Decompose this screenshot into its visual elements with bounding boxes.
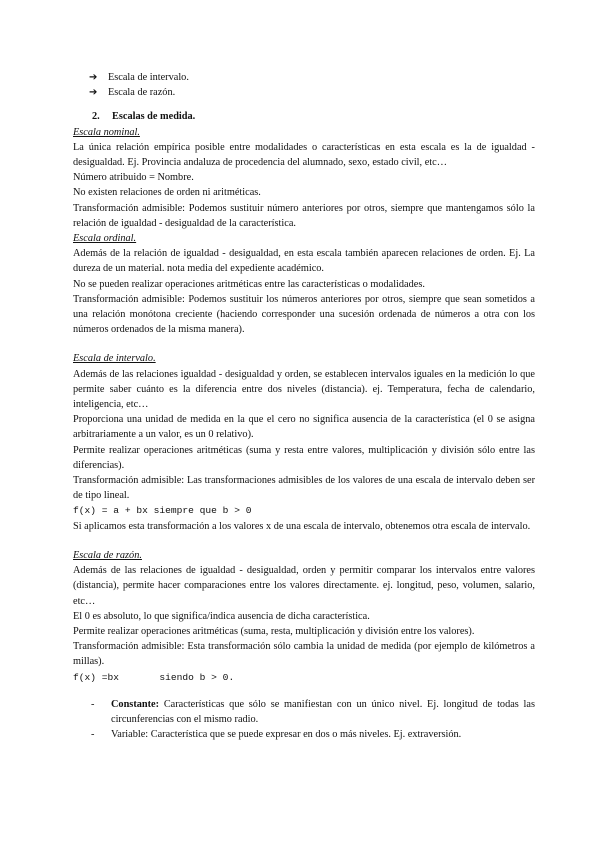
interval-p4: Transformación admisible: Las transformaciones admisibles de los valores de una escala de intervalo deben ser de tipo lineal. [73,475,535,502]
intro-list [89,70,535,100]
ratio-p2: El 0 es absoluto, lo que significa/indica ausencia de dicha característica. [73,610,370,622]
ratio-p4: Transformación admisible: Esta transformación sólo cambia la unidad de medida (por ejemplo de kilómetros a millas). [73,641,535,668]
interval-p3: Permite realizar operaciones aritméticas (suma y resta entre valores, multiplicación y división sólo entre las diferencias). [73,444,535,471]
nominal-p2: Número atribuido = Nombre. [73,172,194,184]
section-heading [73,109,535,124]
definition-text: Variable: Característica que se puede expresar en dos o más niveles. Ej. extraversión. [111,729,462,741]
interval-p1: Además de las relaciones igualdad - desigualdad y orden, se establecen intervalos iguales en la medición lo que permite saber cuánto es la diferencia entre dos niveles (distancia). ej. Temperatura, fecha de calendario, inteligencia, etc… [73,368,535,411]
list-item-text: Escala de razón. [108,87,176,99]
spacer [73,337,535,351]
list-item-text: Escala de intervalo. [108,72,189,83]
arrow-icon: ➔ [89,72,98,83]
dash-bullet: - [91,729,95,741]
ratio-title: Escala de razón. [73,549,142,561]
ordinal-p1: Además de la relación de igualdad - desigualdad, en esta escala también aparecen relaciones de orden. Ej. La dureza de un material. nota media del expediente académico. [73,248,535,275]
ratio-p3: Permite realizar operaciones aritméticas (suma, resta, multiplicación y división entre los valores). [73,625,475,637]
list-item [89,70,535,85]
interval-formula: f(x) = a + bx siempre que b > 0 [73,505,252,517]
nominal-p3: No existen relaciones de orden ni aritméticas. [73,187,261,199]
definitions-list [91,697,535,743]
arrow-icon: ➔ [89,87,98,99]
nominal-p4: Transformación admisible: Podemos sustituir número anteriores por otros, siempre que mantengamos sólo la relación de igualdad - desigualdad de la característica. [73,202,535,229]
document-page [73,70,535,742]
ordinal-title: Escala ordinal. [73,233,137,245]
ordinal-scale-block [73,231,535,337]
definition-term: Constante: [111,698,160,710]
nominal-p1: La única relación empírica posible entre modalidades o características en esta escala es la de igualdad - desigualdad. Ej. Provincia andaluza de procedencia del alumnado, sexo, estado civil, etc… [73,141,535,169]
list-item [91,697,535,727]
ratio-formula: f(x) =bx siendo b > 0. [73,671,235,683]
list-item [91,727,535,742]
interval-p2: Proporciona una unidad de medida en la que el cero no significa ausencia de la característica (el 0 se asigna arbitrariamente a un valor, es un 0 relativo). [73,414,535,441]
section-number: 2. [92,111,100,123]
spacer [73,534,535,548]
nominal-scale-block [73,125,535,231]
definition-text: Características que sólo se manifiestan con un único nivel. Ej. longitud de todas las circunferencias con el mismo radio. [111,698,535,725]
ordinal-p2: No se pueden realizar operaciones aritméticas entre las características o modalidades. [73,278,425,290]
section-title: Escalas de medida. [112,111,196,123]
interval-title: Escala de intervalo. [73,353,156,365]
ratio-p1: Además de las relaciones de igualdad - desigualdad, orden y permitir comparar los intervalos entre valores (distancia), permite hacer comparaciones entre los valores directamente. ej. longitud, peso, volumen, salario, etc… [73,565,535,607]
list-item [89,85,535,100]
dash-bullet: - [91,698,95,710]
nominal-title: Escala nominal. [73,126,140,138]
ratio-scale-block [73,548,535,685]
ordinal-p3: Transformación admisible: Podemos sustituir los números anteriores por otros, siempre que sean sometidos a una relación monótona creciente (haciendo corresponder una sucesión ordenada de números a otra con los números ordenados de la misma manera). [73,293,535,336]
interval-p5: Si aplicamos esta transformación a los valores x de una escala de intervalo, obtenemos otra escala de intervalo. [73,520,531,532]
interval-scale-block [73,351,535,533]
